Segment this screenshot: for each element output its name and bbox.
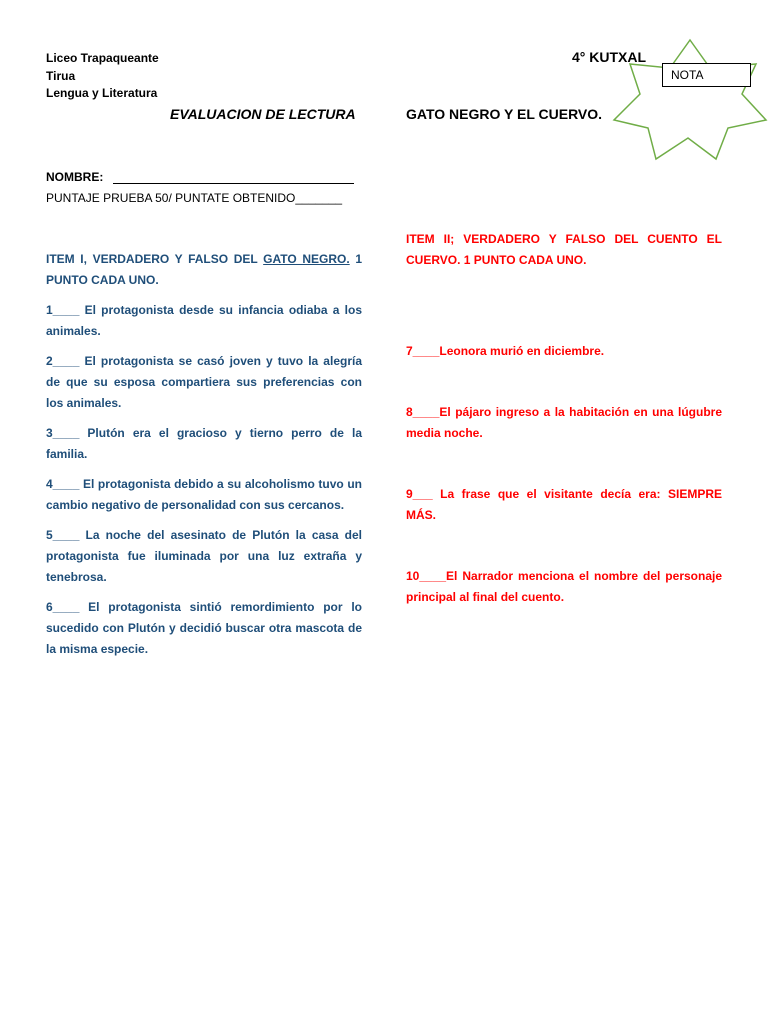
star-shape (612, 38, 768, 162)
section-2-heading: ITEM II; VERDADERO Y FALSO DEL CUENTO EL CUERVO. 1 PUNTO CADA UNO. (406, 232, 722, 267)
school-name: Liceo Trapaqueante (46, 51, 159, 65)
section-2 (406, 229, 722, 608)
question-8: 8____El pájaro ingreso a la habitación en una lúgubre media noche. (406, 405, 722, 440)
evaluation-title: EVALUACION DE LECTURA (170, 106, 356, 122)
school-location: Tirua (46, 68, 76, 83)
grade-label: NOTA (671, 68, 704, 82)
subject-name: Lengua y Literatura (46, 86, 158, 100)
question-5: 5____ La noche del asesinato de Plutón la casa del protagonista fue iluminada por una luz extraña y tenebrosa. (46, 528, 362, 584)
name-field[interactable] (113, 170, 354, 184)
grade-box[interactable] (662, 63, 751, 87)
score-line: PUNTAJE PRUEBA 50/ PUNTATE OBTENIDO_______ (46, 191, 343, 205)
question-7: 7____Leonora murió en diciembre. (406, 344, 605, 358)
document-title: GATO NEGRO Y EL CUERVO. (406, 106, 603, 122)
question-6: 6____ El protagonista sintió remordimiento por lo sucedido con Plutón y decidió buscar otra mascota de la misma especie. (46, 600, 362, 656)
question-2: 2____ El protagonista se casó joven y tuvo la alegría de que su esposa compartiera sus preferencias con los animales. (46, 354, 362, 410)
section-1-heading: ITEM I, VERDADERO Y FALSO DEL GATO NEGRO. 1 PUNTO CADA UNO. (46, 252, 362, 287)
section-1 (46, 249, 362, 660)
question-4: 4____ El protagonista debido a su alcoholismo tuvo un cambio negativo de personalidad con sus cercanos. (46, 477, 362, 512)
name-label: NOMBRE: (46, 170, 104, 184)
school-info (46, 50, 159, 103)
course-label: 4° KUTXAL (572, 49, 647, 65)
question-9: 9___ La frase que el visitante decía era: SIEMPRE MÁS. (406, 487, 722, 522)
question-3: 3____ Plutón era el gracioso y tierno perro de la familia. (46, 426, 362, 461)
question-1: 1____ El protagonista desde su infancia odiaba a los animales. (46, 303, 362, 338)
question-10: 10____El Narrador menciona el nombre del personaje principal al final del cuento. (406, 569, 722, 604)
student-name-row (46, 170, 354, 184)
